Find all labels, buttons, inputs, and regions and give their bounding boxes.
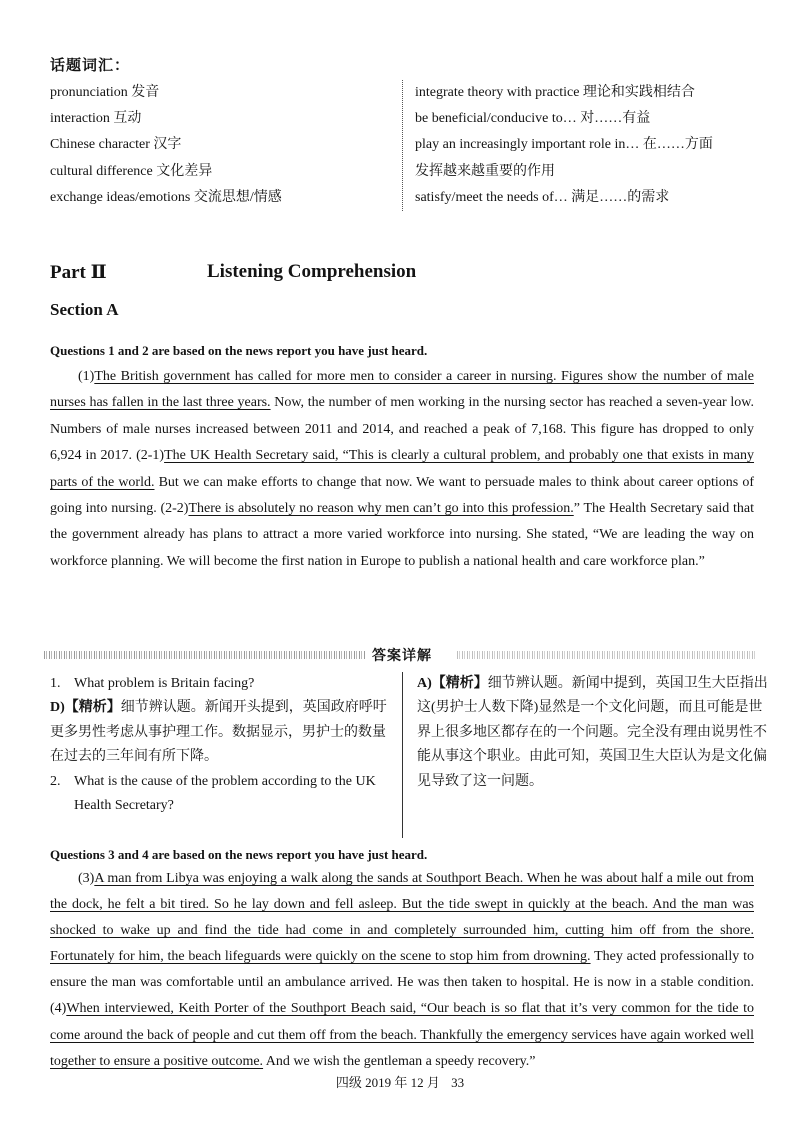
vocab-title: 话题词汇： — [50, 58, 131, 74]
question-text: What problem is Britain facing? — [74, 676, 255, 691]
vocab-item: satisfy/meet the needs of… 满足……的需求 — [415, 189, 670, 205]
exam-label: 四级 2019 年 12 月 — [335, 1075, 440, 1090]
transcript-paragraph — [50, 364, 754, 575]
question-2 — [50, 770, 395, 819]
question-number: 2. — [50, 773, 61, 789]
transcript-q1-2 — [50, 364, 754, 575]
underlined-sentence: There is absolutely no reason why men can’t go into this profession. — [188, 501, 574, 517]
answer-banner — [44, 645, 756, 665]
marker: (2-2) — [160, 501, 189, 517]
section-heading: Section A — [50, 300, 119, 319]
vocab-item: integrate theory with practice 理论和实践相结合 — [415, 85, 695, 100]
underlined-sentence: When interviewed, Keith Porter of the Southport Beach said, “Our beach is so flat that it’s very common for the tide to come around the back of people and cut them off from the beach. Thankfully the emergency services have again worked well together to ensure a positive outcome. — [50, 1001, 754, 1069]
analysis-tag: 【精析】 — [64, 700, 121, 716]
underlined-sentence: A man from Libya was enjoying a walk along the sands at Southport Beach. When he was about half a mile out from the dock, he felt a bit tired. So he lay down and fell asleep. But the tide swept in quickly at the beach. And the man was shocked to wake up and find the tide had come in and completely surrounded him, cutting him off from the shore. Fortunately for him, the beach lifeguards were quickly on the scene to stop him from drowning. — [50, 871, 754, 965]
sentence: Now, the number of men working in the nursing sector has reached a seven-year low. Numbers of male nurses increased between 2011 and 2014, and reached a peak of 7,168. This figure has dropped to only 6,924 in 2017. — [50, 395, 754, 464]
page-footer — [0, 1072, 800, 1091]
vocab-item: play an increasingly important role in… 在……方面 — [415, 137, 713, 153]
sentence: They acted professionally to ensure the man was comfortable until an ambulance arrived. He was then taken to hospital. He is now in a stable condition. — [50, 949, 754, 991]
underlined-sentence: The British government has called for more men to consider a career in nursing. Figures show the number of male nurses has fallen in the last three years. — [50, 369, 754, 411]
vocab-item: cultural difference 文化差异 — [50, 163, 213, 179]
question-text: What is the cause of the problem according to the UK Health Secretary? — [74, 773, 376, 814]
banner-pattern-left — [44, 651, 366, 659]
answer-1 — [50, 696, 395, 769]
vocab-list-left — [50, 80, 390, 211]
analysis-text: 细节辨认题。新闻中提到，英国卫生大臣指出这(男护士人数下降)显然是一个文化问题，而且可能是世界上很多地区都存在的一个问题。完全没有理由说男性不能从事这个职业。由此可知，英国卫生大臣认为是文化偏见导致了这一问题。 — [417, 676, 768, 789]
analysis-tag: 【精析】 — [431, 676, 488, 691]
marker: (1) — [78, 369, 95, 384]
questions-3-4-heading: Questions 3 and 4 are based on the news report you have just heard. — [50, 847, 428, 862]
vocab-item: 发挥越来越重要的作用 — [415, 163, 555, 179]
marker: (2-1) — [136, 448, 165, 464]
page-number: 33 — [451, 1075, 465, 1090]
questions-1-2-heading: Questions 1 and 2 are based on the news report you have just heard. — [50, 343, 428, 358]
marker: (3) — [78, 871, 95, 886]
part-label: Part Ⅱ — [50, 262, 107, 283]
sentence: ” The Health Secretary said that the government already has plans to attract a more varied workforce into nursing. She stated, “We are leading the way on workforce planning. We will become the first nation in Europe to publish a national health and care workforce plan.” — [50, 501, 754, 569]
answer-column-right — [402, 672, 769, 838]
vocab-list-right — [402, 80, 775, 211]
marker: (4) — [50, 1001, 67, 1017]
vocab-item: Chinese character 汉字 — [50, 137, 182, 153]
answer-letter: D) — [50, 700, 65, 716]
part-title: Listening Comprehension — [207, 261, 417, 282]
answer-2 — [417, 672, 769, 794]
sentence: But we can make efforts to change that now. We want to persuade males to think about career options of going into nursing. — [50, 474, 754, 517]
vocab-item: exchange ideas/emotions 交流思想/情感 — [50, 189, 282, 205]
banner-pattern-right — [457, 651, 756, 659]
underlined-sentence: The UK Health Secretary said, “This is clearly a cultural problem, and probably one that exists in many parts of the world. — [50, 448, 755, 490]
answer-column-left — [50, 672, 395, 818]
vocab-item: pronunciation 发音 — [50, 85, 160, 100]
answer-banner-label: 答案详解 — [372, 648, 432, 664]
question-1 — [50, 672, 395, 696]
vocab-item: interaction 互动 — [50, 111, 142, 127]
sentence: And we wish the gentleman a speedy recovery.” — [263, 1053, 536, 1069]
part-heading — [50, 261, 417, 284]
transcript-paragraph — [50, 866, 754, 1075]
question-number: 1. — [50, 676, 61, 691]
answer-letter: A) — [417, 676, 432, 691]
transcript-q3-4 — [50, 866, 754, 1075]
vocab-item: be beneficial/conducive to… 对……有益 — [415, 111, 651, 127]
analysis-text: 细节辨认题。新闻开头提到，英国政府呼吁更多男性考虑从事护理工作。数据显示，男护士的数量在过去的三年间有所下降。 — [50, 700, 387, 765]
